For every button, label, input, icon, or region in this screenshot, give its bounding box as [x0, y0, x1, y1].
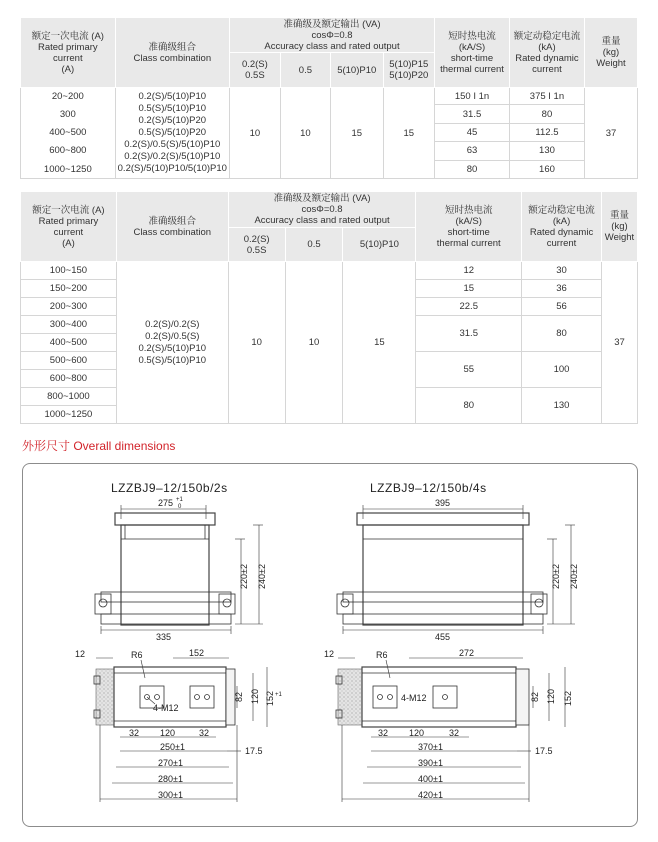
dynamic-cell: 130: [522, 388, 602, 424]
right-height-220: 220±2: [551, 564, 561, 589]
header-class-02s: 0.2(S) 0.5S: [228, 228, 285, 262]
thermal-cell: 31.5: [435, 105, 510, 123]
combination-item: 0.2(S)/0.5(S)/5(10)P10: [124, 139, 221, 150]
current-cell: 500~600: [21, 352, 117, 370]
dynamic-cell: 160: [509, 160, 584, 178]
output-cell: 15: [343, 262, 416, 424]
header-dynamic: 额定动稳定电流 (kA) Rated dynamic current: [509, 18, 584, 88]
dynamic-cell: 112.5: [509, 123, 584, 141]
left-top-tol-zero: 0: [178, 504, 182, 510]
left-top-tol-plus: +1: [176, 497, 183, 503]
left-top-width: 275: [158, 498, 174, 508]
current-cell: 200~300: [21, 298, 117, 316]
header-combination: 准确级组合 Class combination: [115, 18, 229, 88]
right-dim-272: 272: [459, 648, 475, 658]
right-dim-370: 370±1: [418, 742, 443, 752]
spec-table-1: [20, 17, 638, 179]
combination-item: 0.2(S)/5(10)P10: [138, 342, 207, 354]
section-title: 外形尺寸 Overall dimensions: [22, 439, 176, 453]
current-cell: 300~400: [21, 316, 117, 334]
thermal-cell: 150 I 1n: [435, 88, 510, 105]
left-dim-152v: 152: [265, 690, 275, 706]
left-dim-270: 270±1: [158, 758, 183, 768]
dynamic-cell: 130: [509, 142, 584, 160]
header-class-05: 0.5: [285, 228, 343, 262]
right-dim-390: 390±1: [418, 758, 443, 768]
combination-cell: [115, 88, 229, 179]
left-dim-12: 12: [75, 649, 86, 659]
header-class-02s: 0.2(S) 0.5S: [229, 53, 280, 88]
dynamic-cell: 100: [522, 352, 602, 388]
left-dim-152: 152: [189, 648, 205, 658]
left-tol-152: +1: [275, 692, 282, 698]
output-cell: 10: [228, 262, 285, 424]
current-cell: 150~200: [21, 280, 117, 298]
right-dim-175: 17.5: [535, 746, 553, 756]
current-cell: 300: [21, 105, 116, 123]
left-dim-32b: 32: [199, 728, 210, 738]
thermal-cell: 12: [416, 262, 522, 280]
thermal-cell: 15: [416, 280, 522, 298]
header-class-p10: 5(10)P10: [331, 53, 384, 88]
current-cell: 600~800: [21, 142, 116, 160]
thermal-cell: 80: [435, 160, 510, 178]
weight-cell: 37: [601, 262, 637, 424]
right-drawing: [324, 481, 579, 802]
right-hole-spec: 4-M12: [401, 693, 427, 703]
dimension-drawing: [23, 464, 637, 826]
left-dim-300: 300±1: [158, 790, 183, 800]
combination-item: 0.2(S)/5(10)P10/5(10)P10: [117, 163, 227, 174]
right-plan-view: [324, 648, 573, 802]
current-cell: 800~1000: [21, 388, 117, 406]
thermal-cell: 63: [435, 142, 510, 160]
header-combination: 准确级组合 Class combination: [116, 192, 228, 262]
right-model-title: LZZBJ9–12/150b/4s: [370, 481, 487, 495]
left-dim-250: 250±1: [160, 742, 185, 752]
output-cell: 10: [280, 88, 330, 179]
header-class-05: 0.5: [280, 53, 330, 88]
current-cell: 1000~1250: [21, 406, 117, 424]
left-plan-view: [75, 648, 283, 802]
left-height-220: 220±2: [239, 564, 249, 589]
header-accuracy: 准确级及额定输出 (VA) cosΦ=0.8 Accuracy class and rated output: [229, 18, 434, 53]
current-cell: 600~800: [21, 370, 117, 388]
left-dim-82: 82: [234, 691, 244, 702]
left-dim-175: 17.5: [245, 746, 263, 756]
right-front-view: [337, 498, 579, 642]
dynamic-cell: 80: [509, 105, 584, 123]
right-dim-152v: 152: [563, 690, 573, 706]
left-base-width: 335: [156, 632, 172, 642]
header-current: 额定一次电流 (A) Rated primary current (A): [21, 18, 116, 88]
header-thermal: 短时热电流 (kA/S) short-time thermal current: [435, 18, 510, 88]
combination-item: 0.5(S)/5(10)P10: [138, 103, 207, 114]
combination-item: 0.5(S)/5(10)P10: [138, 354, 207, 366]
thermal-cell: 22.5: [416, 298, 522, 316]
weight-cell: 37: [584, 88, 637, 179]
right-dim-32b: 32: [449, 728, 460, 738]
right-dim-420: 420±1: [418, 790, 443, 800]
header-current: 额定一次电流 (A) Rated primary current (A): [21, 192, 117, 262]
thermal-cell: 45: [435, 123, 510, 141]
thermal-cell: 31.5: [416, 316, 522, 352]
left-height-240: 240±2: [257, 564, 267, 589]
combination-cell: [116, 262, 228, 424]
current-cell: 400~500: [21, 123, 116, 141]
combination-item: 0.2(S)/5(10)P10: [138, 91, 207, 102]
right-dim-120v: 120: [546, 688, 556, 704]
right-dim-82: 82: [530, 691, 540, 702]
output-cell: 15: [383, 88, 435, 179]
right-r6: R6: [376, 650, 388, 660]
output-cell: 15: [331, 88, 384, 179]
combination-item: 0.2(S)/0.2(S)/5(10)P10: [124, 151, 221, 162]
left-front-view: [95, 497, 267, 642]
current-cell: 400~500: [21, 334, 117, 352]
right-dim-32a: 32: [378, 728, 389, 738]
output-cell: 10: [229, 88, 280, 179]
combination-item: 0.5(S)/5(10)P20: [138, 127, 207, 138]
left-dim-32a: 32: [129, 728, 140, 738]
left-r6: R6: [131, 650, 143, 660]
dynamic-cell: 375 I 1n: [509, 88, 584, 105]
header-weight: 重量 (kg) Weight: [584, 18, 637, 88]
combination-item: 0.2(S)/5(10)P20: [138, 115, 207, 126]
right-dim-120: 120: [409, 728, 425, 738]
dynamic-cell: 56: [522, 298, 602, 316]
spec-table-2: [20, 191, 638, 424]
header-class-p10: 5(10)P10: [343, 228, 416, 262]
combination-item: 0.2(S)/0.5(S): [145, 330, 200, 342]
current-cell: 100~150: [21, 262, 117, 280]
right-dim-12: 12: [324, 649, 335, 659]
left-dim-120v: 120: [250, 688, 260, 704]
dynamic-cell: 30: [522, 262, 602, 280]
header-dynamic: 额定动稳定电流 (kA) Rated dynamic current: [522, 192, 602, 262]
left-drawing: [75, 481, 283, 802]
right-top-width: 395: [435, 498, 451, 508]
left-dim-120: 120: [160, 728, 176, 738]
left-model-title: LZZBJ9–12/150b/2s: [111, 481, 228, 495]
left-hole-spec: 4-M12: [153, 703, 179, 713]
current-cell: 20~200: [21, 88, 116, 105]
right-base-width: 455: [435, 632, 451, 642]
thermal-cell: 80: [416, 388, 522, 424]
header-class-p15: 5(10)P15 5(10)P20: [383, 53, 435, 88]
header-thermal: 短时热电流 (kA/S) short-time thermal current: [416, 192, 522, 262]
dynamic-cell: 36: [522, 280, 602, 298]
thermal-cell: 55: [416, 352, 522, 388]
header-accuracy: 准确级及额定输出 (VA) cosΦ=0.8 Accuracy class and rated output: [228, 192, 416, 228]
right-height-240: 240±2: [569, 564, 579, 589]
output-cell: 10: [285, 262, 343, 424]
right-dim-400: 400±1: [418, 774, 443, 784]
combination-item: 0.2(S)/0.2(S): [145, 318, 200, 330]
current-cell: 1000~1250: [21, 160, 116, 178]
left-dim-280: 280±1: [158, 774, 183, 784]
dimension-drawing-panel: [22, 463, 638, 827]
header-weight: 重量 (kg) Weight: [601, 192, 637, 262]
dynamic-cell: 80: [522, 316, 602, 352]
